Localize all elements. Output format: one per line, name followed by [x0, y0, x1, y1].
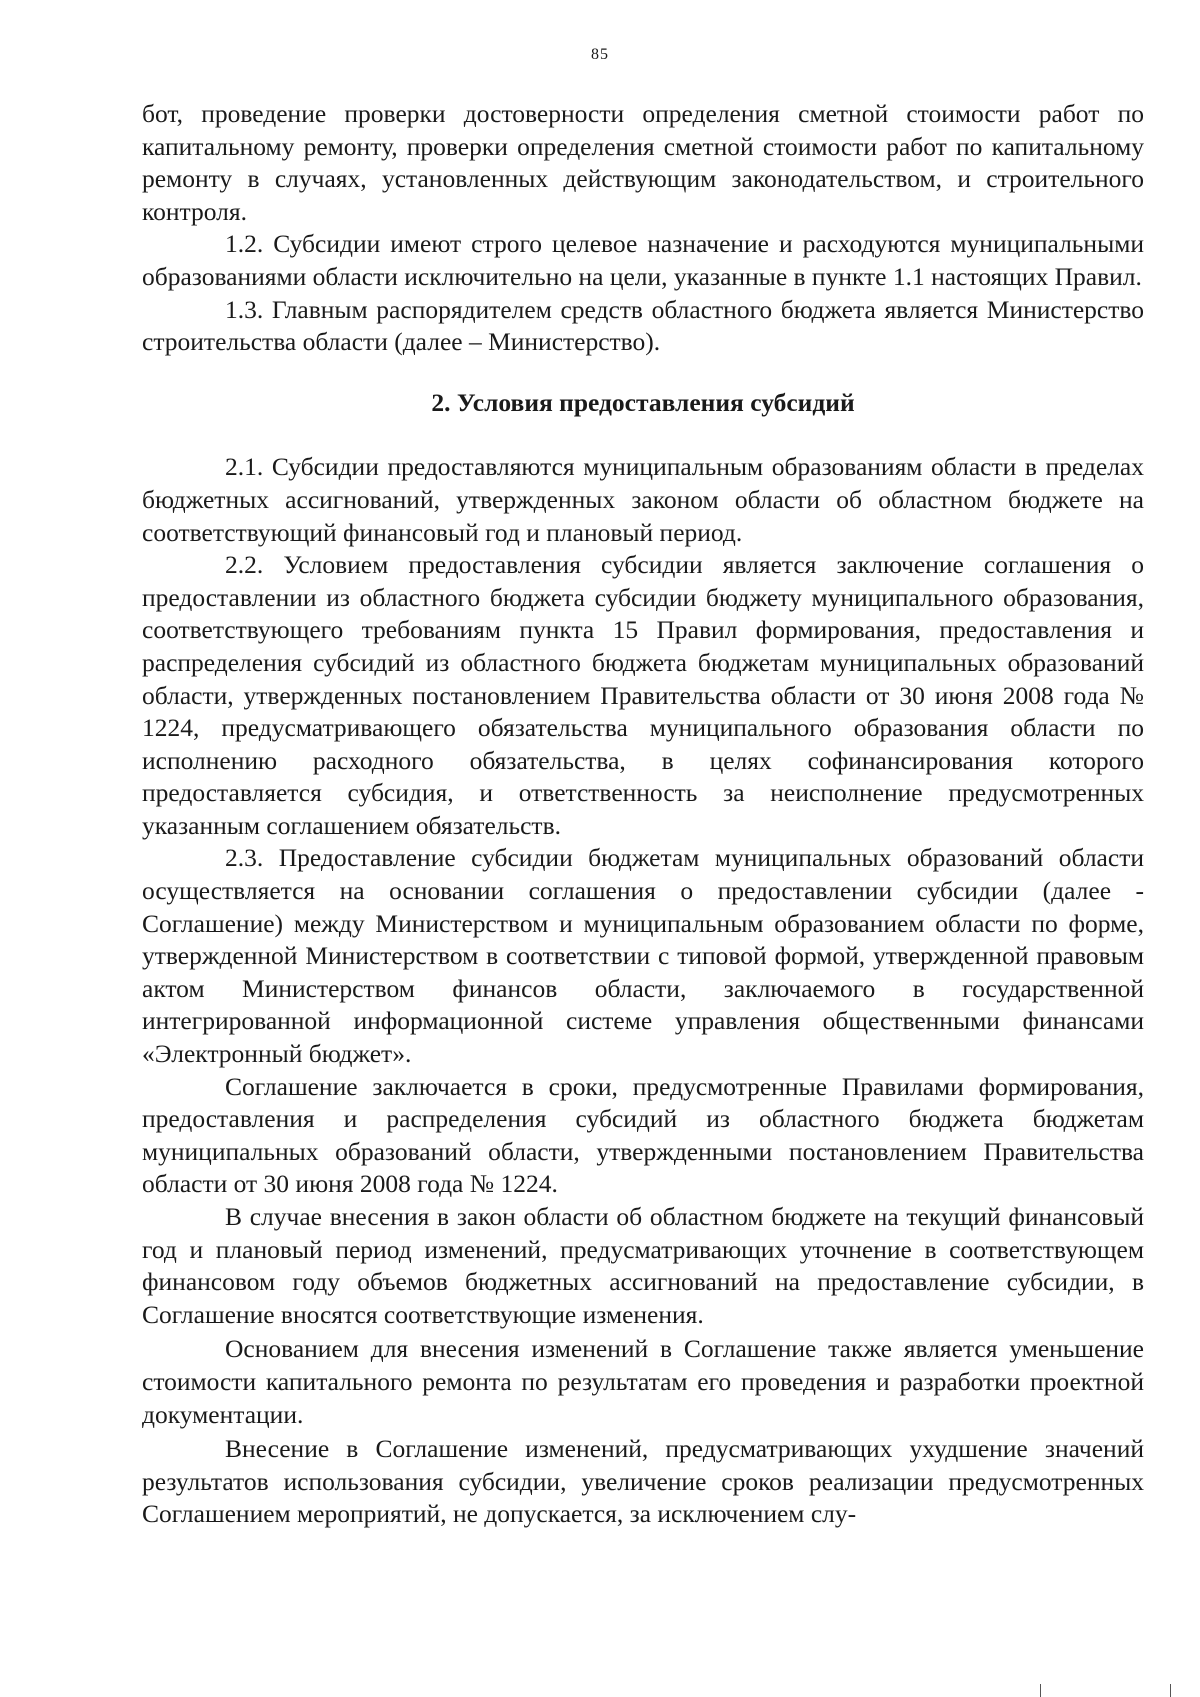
paragraph-2-2: 2.2. Условием предоставления субсидии является заключение соглашения о предоставлении из областного бюджета субсидии бюджету муниципального образования, соответствующего требованиям пункта 15 Правил формирования, предоставления и распределения субсидий из областного бюджета бюджетам муниципальных образований области, утвержденных постановлением Правительства области от 30 июня 2008 года № 1224, предусматривающего обязательства муниципального образования области по исполнению расходного обязательства, в целях софинансирования которого предоставляется субсидия, и ответственность за неисполнение предусмотренных указанным соглашением обязательств.: [142, 550, 1144, 840]
paragraph-1-2: 1.2. Субсидии имеют строго целевое назначение и расходуются муниципальными образованиями области исключительно на цели, указанные в пункте 1.1 настоящих Правил.: [142, 229, 1144, 291]
page-number: 85: [591, 46, 609, 63]
scan-edge-mark: [1040, 1684, 1041, 1697]
paragraph-agreement-terms: Соглашение заключается в сроки, предусмотренные Правилами формирования, предоставления и распределения субсидий из областного бюджета бюджетам муниципальных образований области, утвержденными постановлением Правительства области от 30 июня 2008 года № 1224.: [142, 1071, 1144, 1199]
paragraph: бот, проведение проверки достоверности определения сметной стоимости работ по капитальному ремонту, проверки определения сметной стоимости работ по капитальному ремонту в случаях, установленных действующим законодательством, и строительного контроля.: [142, 99, 1144, 226]
paragraph-2-3: 2.3. Предоставление субсидии бюджетам муниципальных образований области осуществляется на основании соглашения о предоставлении субсидии (далее - Соглашение) между Министерством и муниципальным образованием области по форме, утвержденной Министерством в соответствии с типовой формой, утвержденной правовым актом Министерством финансов области, заключаемого в государственной интегрированной информационной системе управления общественными финансами «Электронный бюджет».: [142, 843, 1144, 1069]
page-body: [142, 98, 1144, 1531]
section-heading: 2. Условия предоставления субсидий: [431, 387, 855, 417]
paragraph-change-restrictions: Внесение в Соглашение изменений, предусматривающих ухудшение значений результатов использования субсидии, увеличение сроков реализации предусмотренных Соглашением мероприятий, не допускается, за исключением слу-: [142, 1434, 1144, 1529]
paragraph-budget-changes: В случае внесения в закон области об областном бюджете на текущий финансовый год и плановый период изменений, предусматривающих уточнение в соответствующем финансовом году объемов бюджетных ассигнований на предоставление субсидии, в Соглашение вносятся соответствующие изменения.: [142, 1202, 1144, 1329]
paragraph-change-grounds: Основанием для внесения изменений в Соглашение также является уменьшение стоимости капитального ремонта по результатам его проведения и разработки проектной документации.: [142, 1334, 1144, 1429]
paragraph-1-3: 1.3. Главным распорядителем средств областного бюджета является Министерство строительства области (далее – Министерство).: [142, 294, 1144, 357]
scan-edge-mark: [1170, 1684, 1171, 1697]
paragraph-2-1: 2.1. Субсидии предоставляются муниципальным образованиям области в пределах бюджетных ассигнований, утвержденных законом области об областном бюджете на соответствующий финансовый год и плановый период.: [142, 452, 1144, 547]
